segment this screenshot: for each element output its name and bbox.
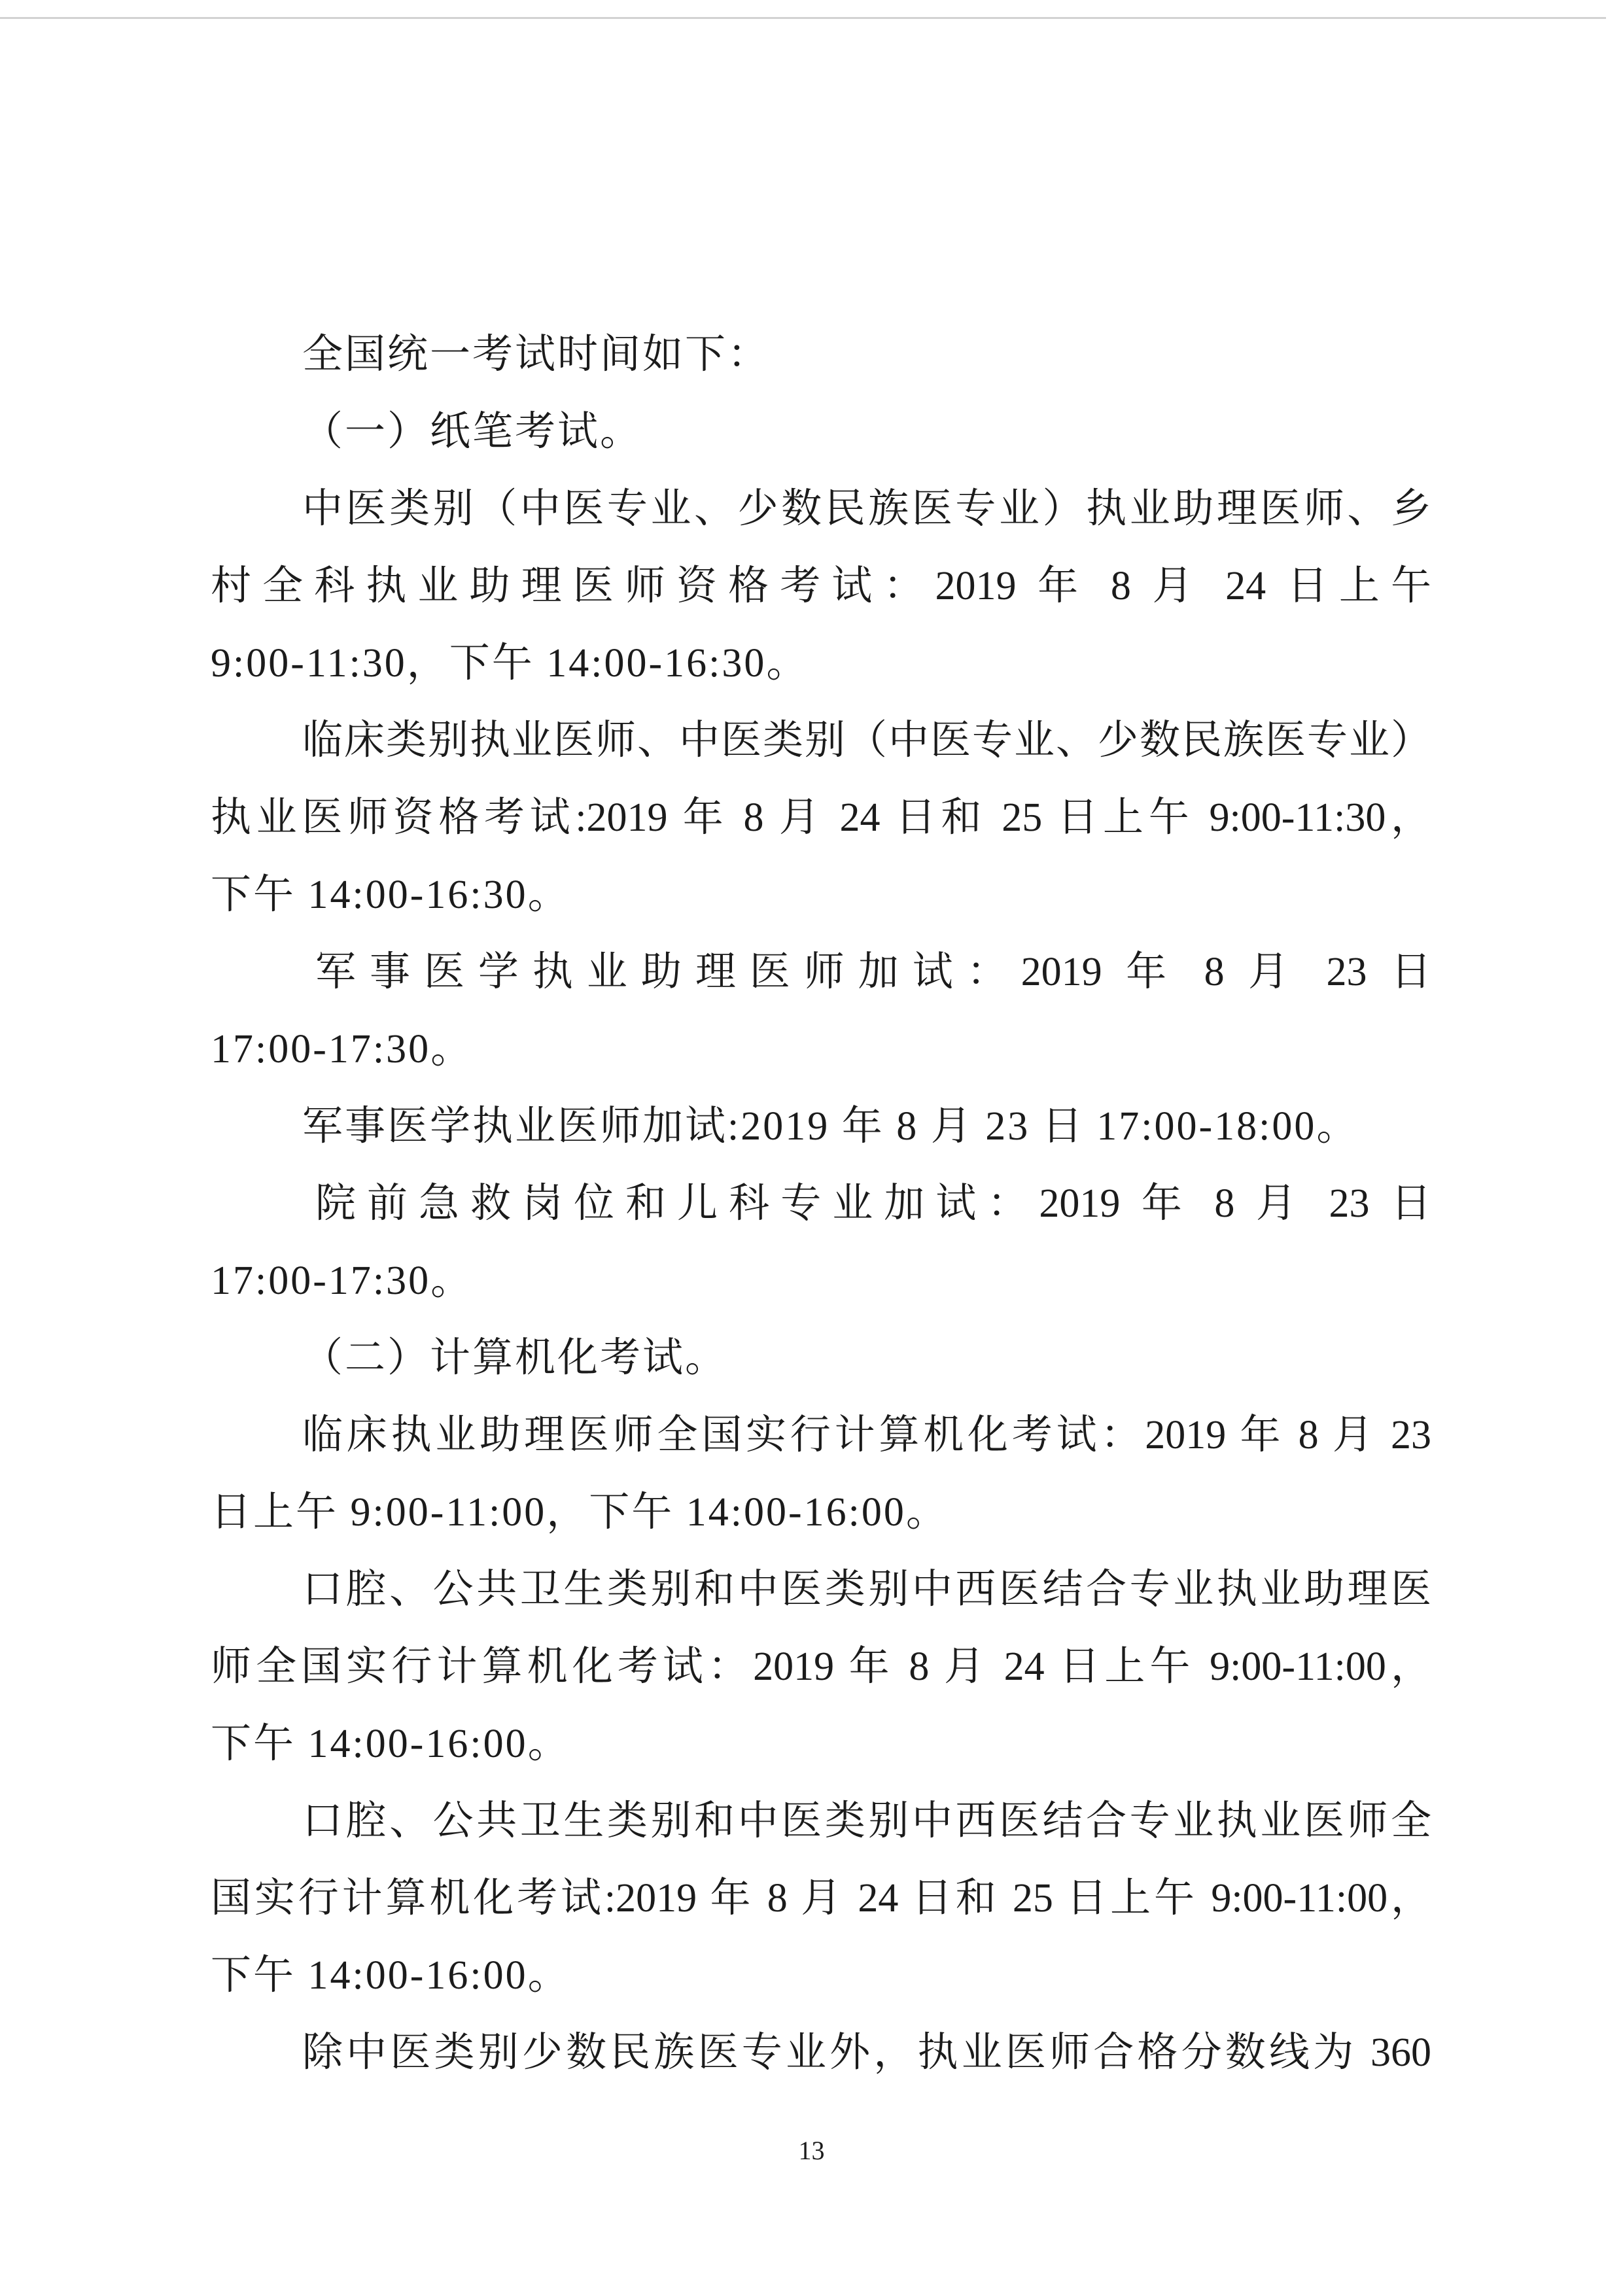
paragraph-passing-score <box>211 2014 1431 2091</box>
paragraph-line: 口腔、公共卫生类别和中医类别中西医结合专业执业助理医 <box>302 1567 1431 1612</box>
paragraph-line: 下午 14:00-16:00。 <box>211 1953 570 1998</box>
paragraph-line: 全国统一考试时间如下： <box>302 332 771 377</box>
paragraph-military-physician-addon <box>211 1088 1431 1165</box>
paragraph-tcm-assistant-exam <box>211 470 1431 702</box>
paragraph-clinical-assistant-computer-exam <box>211 1397 1431 1551</box>
paragraph-line: 村全科执业助理医师资格考试：2019 年 8 月 24 日上午 <box>211 564 1431 608</box>
paragraph-military-assistant-addon <box>211 933 1431 1088</box>
paragraph-line: 师全国实行计算机化考试：2019 年 8 月 24 日上午 9:00-11:00， <box>211 1644 1431 1689</box>
paragraph-physician-computer-exam <box>211 1783 1431 2014</box>
paragraph-line: 下午 14:00-16:00。 <box>211 1722 570 1766</box>
paragraph-line: 临床执业助理医师全国实行计算机化考试：2019 年 8 月 23 <box>302 1413 1431 1457</box>
scan-edge-line <box>0 17 1606 19</box>
paragraph-line: 军事医学执业助理医师加试：2019 年 8 月 23 日 <box>315 950 1431 994</box>
paragraph-line: 下午 14:00-16:30。 <box>211 873 570 917</box>
body-text <box>211 316 1431 2091</box>
paragraph-clinical-exam <box>211 702 1431 933</box>
paragraph-line: 9:00-11:30，下午 14:00-16:30。 <box>211 641 809 686</box>
section-heading-line: （一）纸笔考试。 <box>302 409 643 454</box>
paragraph-line: 执业医师资格考试:2019 年 8 月 24 日和 25 日上午 9:00-11:30， <box>211 795 1431 840</box>
page-number: 13 <box>798 2136 825 2165</box>
paragraph-line: 17:00-17:30。 <box>211 1259 474 1303</box>
paragraph-emergency-pediatric-addon <box>211 1165 1431 1319</box>
paragraph-intro <box>211 316 1431 393</box>
section-heading-paper-exam <box>211 393 1431 470</box>
paragraph-line: 口腔、公共卫生类别和中医类别中西医结合专业执业医师全 <box>302 1799 1431 1843</box>
paragraph-assistant-computer-exam <box>211 1551 1431 1783</box>
section-heading-line: （二）计算机化考试。 <box>302 1336 728 1380</box>
paragraph-line: 中医类别（中医专业、少数民族医专业）执业助理医师、乡 <box>302 487 1431 531</box>
paragraph-line: 17:00-17:30。 <box>211 1027 474 1071</box>
paragraph-line: 日上午 9:00-11:00，下午 14:00-16:00。 <box>211 1490 949 1535</box>
paragraph-line: 除中医类别少数民族医专业外，执业医师合格分数线为 360 <box>302 2030 1431 2075</box>
paragraph-line: 军事医学执业医师加试:2019 年 8 月 23 日 17:00-18:00。 <box>302 1104 1359 1149</box>
paragraph-line: 院前急救岗位和儿科专业加试：2019 年 8 月 23 日 <box>315 1181 1431 1226</box>
paragraph-line: 国实行计算机化考试:2019 年 8 月 24 日和 25 日上午 9:00-11:00， <box>211 1876 1431 1921</box>
section-heading-computer-exam <box>211 1319 1431 1397</box>
paragraph-line: 临床类别执业医师、中医类别（中医专业、少数民族医专业） <box>302 718 1431 763</box>
